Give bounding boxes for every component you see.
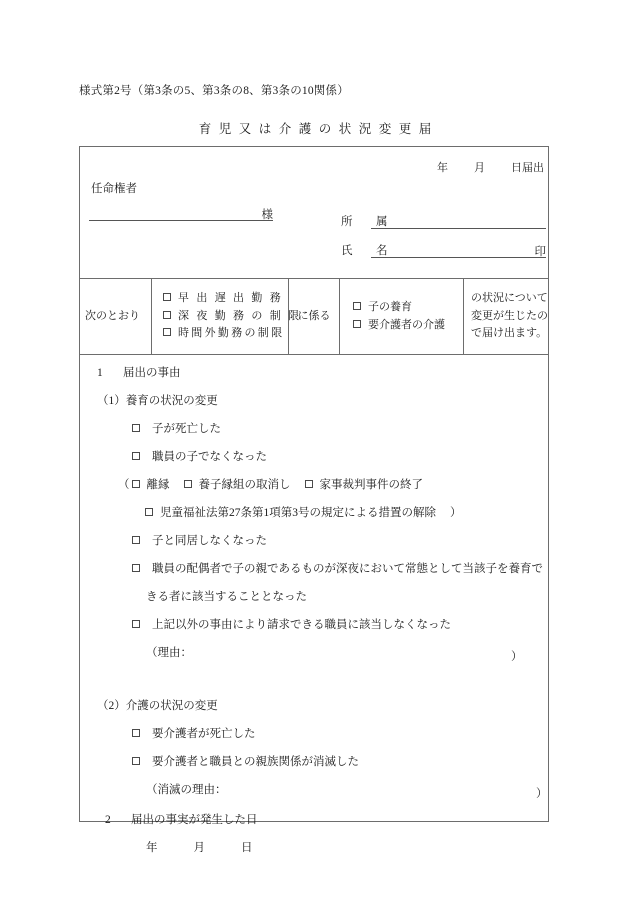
affiliation-input-line[interactable] <box>371 213 546 229</box>
reason-close-paren: ） <box>511 651 523 663</box>
affiliation-row <box>341 213 546 229</box>
checkbox-label: 要介護者と職員との親族関係が消滅した <box>152 756 359 768</box>
checkbox-label: 上記以外の事由により請求できる職員に該当しなくなった <box>152 619 451 631</box>
date-year-label: 年 <box>437 162 448 174</box>
section1-number: 1 <box>97 367 103 379</box>
checkbox-row-early-late[interactable] <box>163 290 282 308</box>
name-label: 氏 名 <box>341 245 394 257</box>
checkbox-row-relationship-ended[interactable] <box>132 757 359 769</box>
subsection2-number: （2） <box>97 700 126 712</box>
checkbox-icon[interactable] <box>353 320 361 328</box>
section1-heading: 届出の事由 <box>123 367 181 379</box>
checkbox-row-not-cohabiting[interactable] <box>132 536 267 548</box>
statement-relation-text: に係る <box>297 309 331 322</box>
checkbox-row-care-recipient-deceased[interactable] <box>132 729 256 741</box>
checkbox-icon[interactable] <box>132 620 140 628</box>
reason-field-label <box>146 648 192 660</box>
document-title: 育児又は介護の状況変更届 <box>198 122 439 136</box>
checkbox-row-overtime-limit[interactable] <box>163 325 285 343</box>
occurrence-date-row[interactable] <box>146 843 253 855</box>
extinction-reason-close <box>536 785 548 801</box>
checkbox-icon[interactable] <box>132 564 140 572</box>
appointer-label: 任命権者 <box>91 183 137 195</box>
checkbox-icon[interactable] <box>132 480 140 488</box>
subsection2-heading-row <box>97 701 218 713</box>
checkbox-icon[interactable] <box>132 424 140 432</box>
checkbox-row-nursing-care[interactable] <box>353 317 457 335</box>
subsection1-number: （1） <box>97 395 126 407</box>
occurrence-month-label: 月 <box>193 842 205 854</box>
statement-cell-intro <box>79 279 152 354</box>
section1-heading-row <box>97 368 181 380</box>
option-label: 時間外勤務の制限 <box>178 327 285 340</box>
name-row <box>341 242 546 258</box>
checkbox-icon[interactable] <box>184 480 192 488</box>
checkbox-icon[interactable] <box>132 729 140 737</box>
extinction-reason-label-text: （消滅の理由： <box>146 784 227 796</box>
checkbox-label: 児童福祉法第27条第1項第3号の規定による措置の解除 <box>160 507 436 519</box>
statement-closing-line-3: で届け出ます。 <box>471 327 548 340</box>
form-number: 様式第2号（第3条の5、第3条の8、第3条の10関係） <box>79 85 349 97</box>
name-input-line[interactable] <box>371 242 546 258</box>
checkbox-label: 子と同居しなくなった <box>152 535 267 547</box>
checkbox-icon[interactable] <box>132 757 140 765</box>
section2-heading-row <box>105 815 258 827</box>
checkbox-row-other-reason[interactable] <box>132 620 451 632</box>
date-day-submit-label: 日届出 <box>511 162 544 174</box>
checkbox-icon[interactable] <box>353 302 361 310</box>
statement-intro-text: 次のとおり <box>85 309 140 322</box>
extinction-reason-label <box>146 785 227 797</box>
date-month-label: 月 <box>474 162 485 174</box>
statement-cell-care-target <box>340 279 464 354</box>
section2-number: 2 <box>105 814 111 826</box>
addressee-input-line[interactable] <box>89 204 273 221</box>
checkbox-row-no-longer-child[interactable] <box>132 452 267 464</box>
checkbox-label: 子が死亡した <box>152 423 221 435</box>
checkbox-icon[interactable] <box>132 452 140 460</box>
occurrence-day-label: 日 <box>241 842 253 854</box>
checkbox-icon[interactable] <box>163 328 171 336</box>
checkbox-row-spouse-eligible[interactable] <box>132 564 543 576</box>
reason-field-close <box>511 648 523 664</box>
checkbox-label: 養子縁組の取消し <box>198 479 291 491</box>
submission-date-line <box>437 159 544 175</box>
statement-closing-line-2: 変更が生じたの <box>471 309 548 322</box>
checkbox-label: 離縁 <box>146 479 170 491</box>
subsection1-heading: 養育の状況の変更 <box>125 395 218 407</box>
checkbox-icon[interactable] <box>132 536 140 544</box>
checkbox-label: 職員の子でなくなった <box>152 451 267 463</box>
occurrence-year-label: 年 <box>146 842 158 854</box>
checkbox-label-line1: 職員の配偶者で子の親であるものが深夜において常態として当該子を養育で <box>152 563 543 575</box>
reason-label-text: （理由： <box>146 647 192 659</box>
option-label: 深 夜 勤 務 の 制 限 <box>178 309 302 322</box>
checkbox-label-line2: きる者に該当することとなった <box>146 591 307 603</box>
extinction-reason-close-paren: ） <box>536 788 548 800</box>
statement-cell-relation <box>289 279 340 354</box>
nested-open-paren: （ <box>118 479 130 491</box>
checkbox-icon[interactable] <box>305 480 313 488</box>
affiliation-label: 所 属 <box>341 216 394 228</box>
option-label: 要介護者の介護 <box>368 318 445 331</box>
form-frame <box>79 146 549 854</box>
option-label: 早 出 遅 出 勤 務 <box>178 291 284 304</box>
seal-mark: 印 <box>534 246 546 258</box>
checkbox-label: 家事裁判事件の終了 <box>319 479 423 491</box>
section2-heading: 届出の事実が発生した日 <box>131 814 258 826</box>
statement-table <box>79 278 549 355</box>
statement-cell-closing <box>464 279 549 354</box>
checkbox-row-child-deceased[interactable] <box>132 424 221 436</box>
checkbox-label: 要介護者が死亡した <box>152 728 256 740</box>
checkbox-row-night-limit[interactable] <box>163 308 302 326</box>
subsection1-heading-row <box>97 396 218 408</box>
nested-options-row-1[interactable] <box>118 480 423 492</box>
checkbox-icon[interactable] <box>163 293 171 301</box>
checkbox-row-spouse-eligible-cont <box>146 592 307 604</box>
addressee-honorific: 様 <box>261 209 273 221</box>
option-label: 子の養育 <box>368 300 412 313</box>
checkbox-icon[interactable] <box>163 311 171 319</box>
nested-close-paren: ） <box>450 507 462 519</box>
statement-cell-worktype <box>152 279 302 354</box>
subsection2-heading: 介護の状況の変更 <box>125 700 218 712</box>
checkbox-icon[interactable] <box>145 508 153 516</box>
nested-options-row-2[interactable] <box>145 508 462 520</box>
checkbox-row-child-care[interactable] <box>353 299 457 317</box>
statement-closing-line-1: の状況について <box>471 291 548 304</box>
